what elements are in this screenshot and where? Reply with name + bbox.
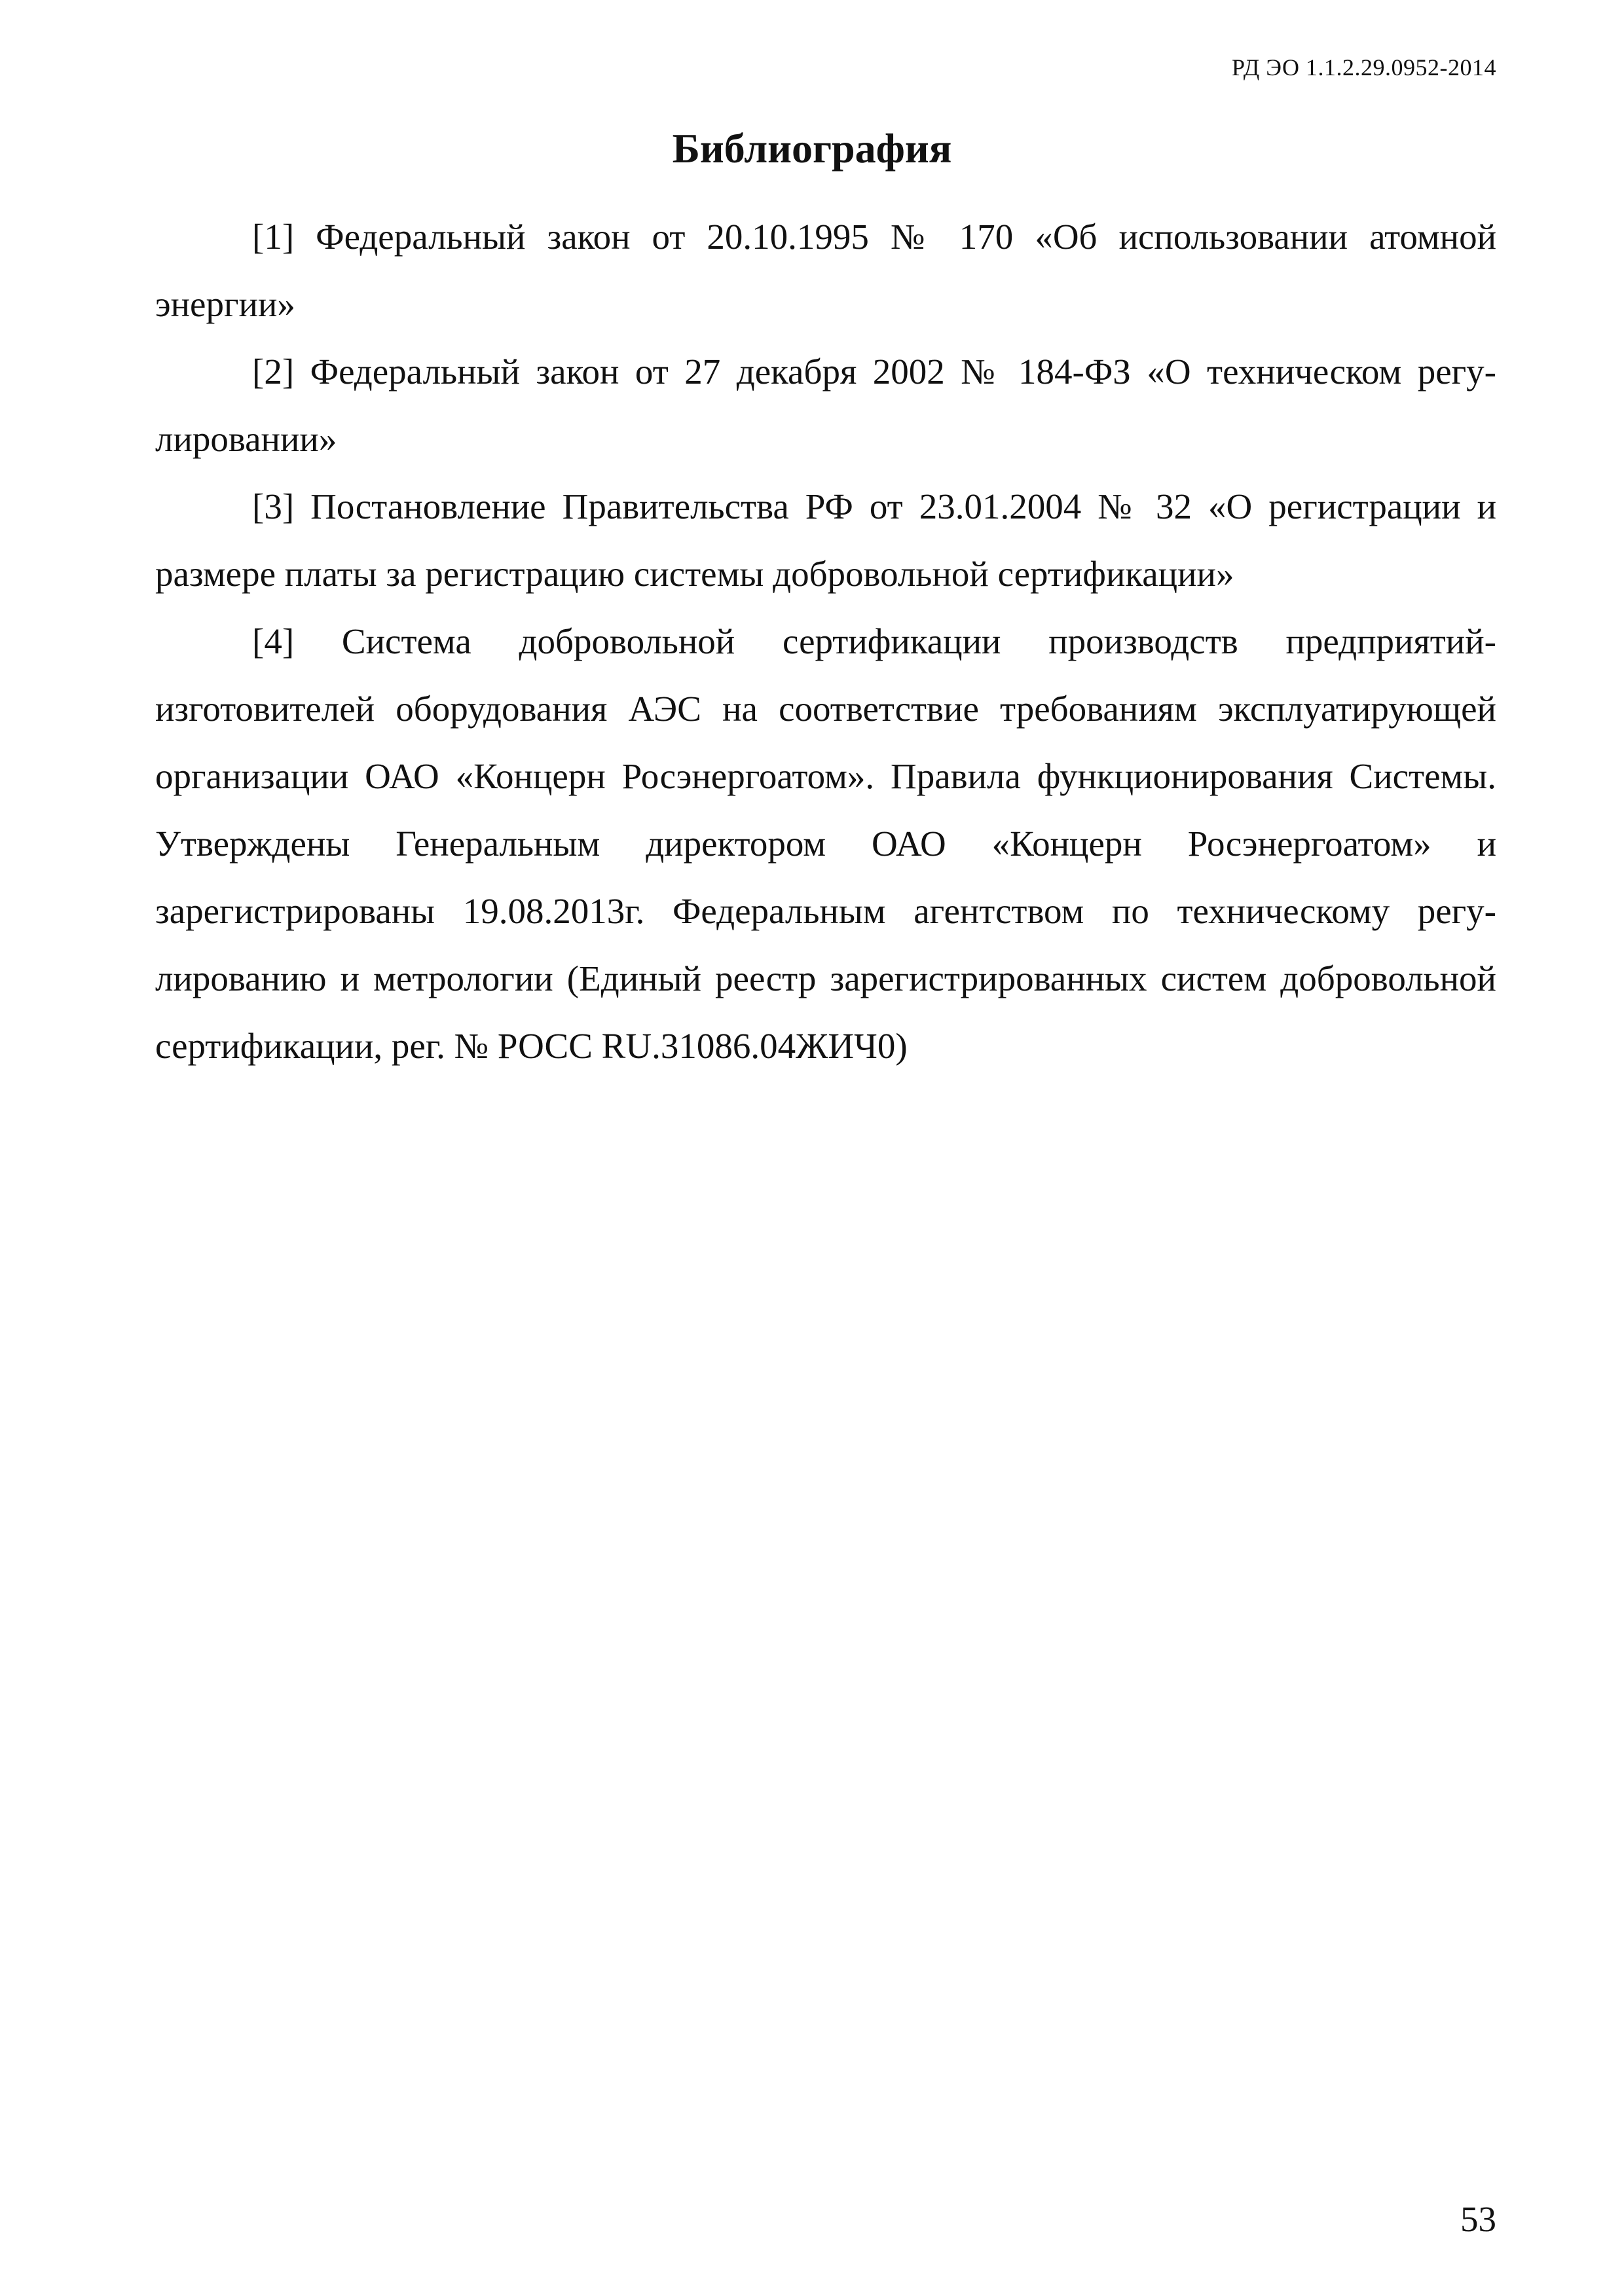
page-number: 53 [1460,2199,1496,2239]
page-title: Библиография [672,125,952,172]
document-code: РД ЭО 1.1.2.29.0952-2014 [1231,54,1496,81]
bibliography-item-1: [1] Федеральный закон от 20.10.1995 № 170 «Об использовании атомной энергии» [155,217,1496,324]
bibliography-item-3: [3] Постановление Правительства РФ от 23.01.2004 № 32 «О регистрации и размере платы за регистрацию системы добровольной сертификации» [155,486,1496,594]
bibliography-item-4: [4] Система добровольной сертификации производств предприятий-изготовителей оборудования АЭС на соответствие требованиям эксплуатирующей организации ОАО «Концерн Росэнергоатом». Правила функционирования Системы. Утверждены Генеральным директором ОАО «Концерн Росэнергоатом» и зарегистрированы 19.08.2013г. Федеральным агентством по техническому регулированию и метрологии (Единый реестр зарегистрированных систем добровольной сертификации, рег. № РОСС RU.31086.04ЖИЧ0) [155,621,1496,1066]
bibliography-list [155,203,1496,1080]
bibliography-item-2: [2] Федеральный закон от 27 декабря 2002 № 184-ФЗ «О техническом регулировании» [155,352,1496,459]
